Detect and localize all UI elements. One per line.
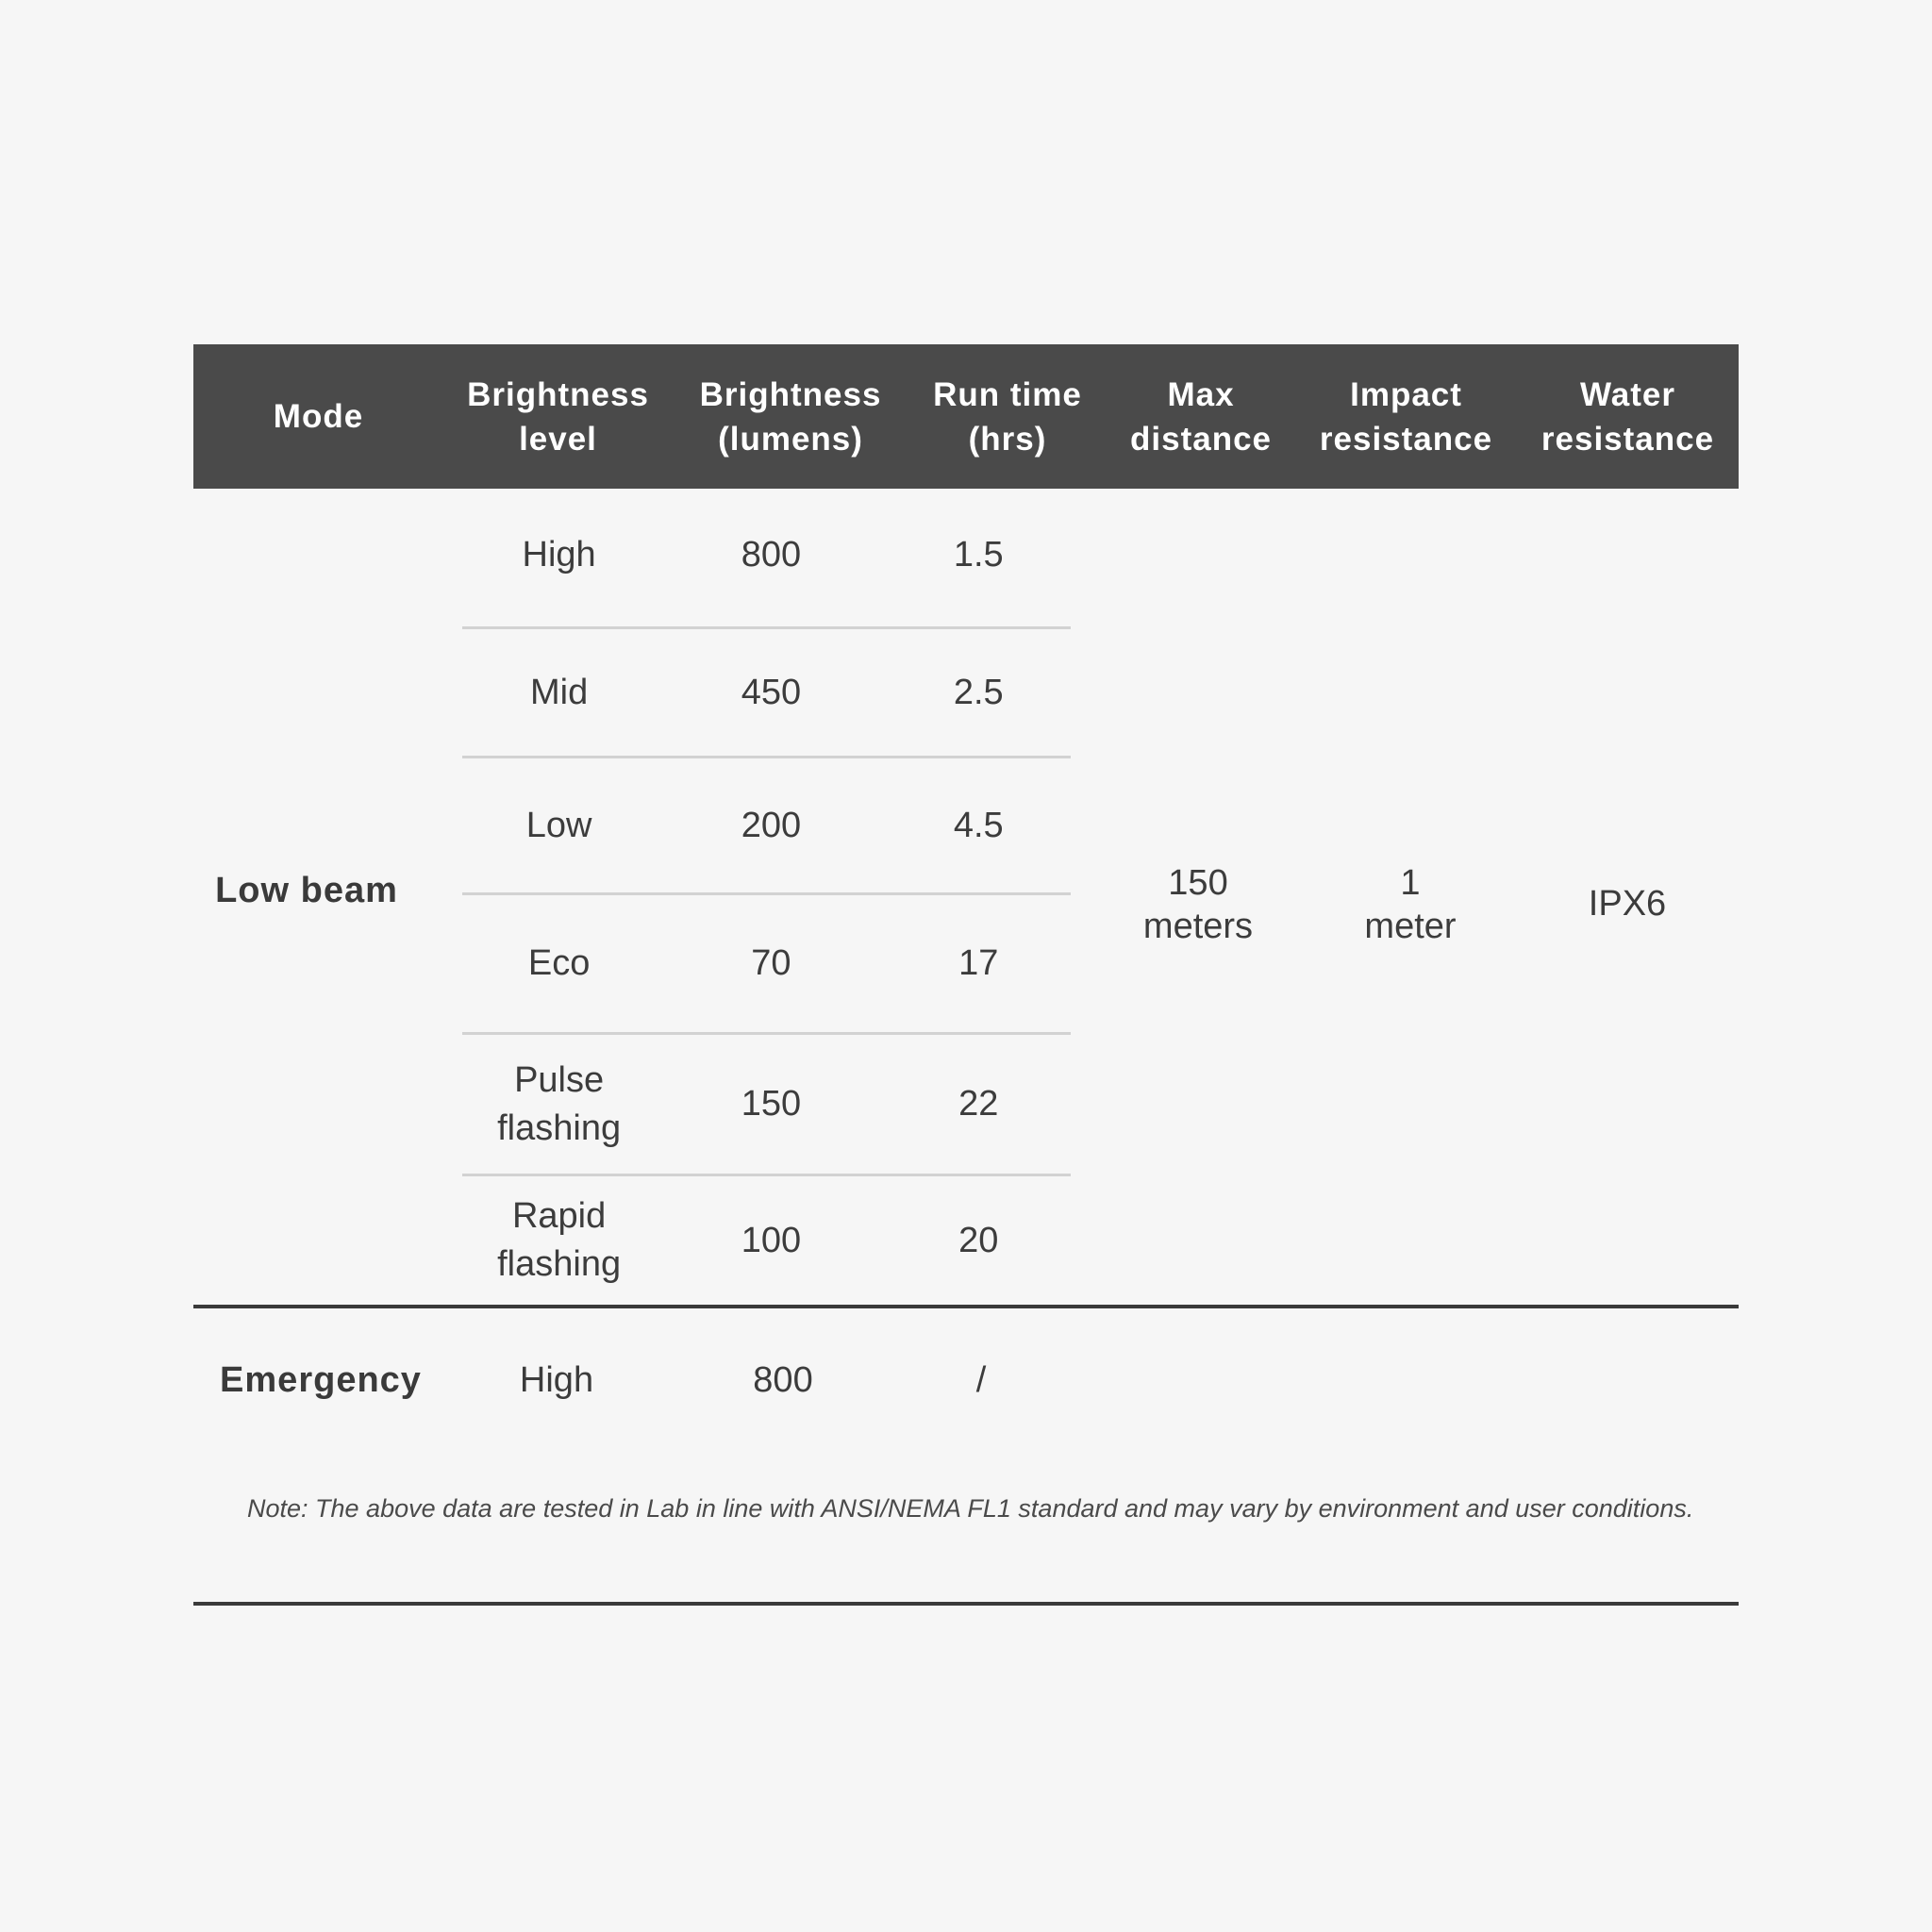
impact-resistance-value: 1 meter bbox=[1364, 863, 1457, 946]
row-level: Low bbox=[525, 805, 592, 845]
row-lumens: 450 bbox=[741, 672, 802, 712]
table-row bbox=[462, 1035, 1071, 1176]
spec-table bbox=[193, 344, 1739, 1455]
row-level: Pulse flashing bbox=[497, 1059, 622, 1148]
row-lumens: 150 bbox=[741, 1084, 802, 1124]
max-distance-value: 150 meters bbox=[1142, 863, 1254, 946]
row-level: High bbox=[522, 534, 596, 575]
header-impact-resistance: Impact resistance bbox=[1319, 375, 1493, 458]
table-body bbox=[193, 489, 1739, 1455]
row-lumens: 70 bbox=[751, 943, 791, 983]
emergency-row bbox=[193, 1307, 1739, 1453]
low-beam-sub-rows bbox=[462, 489, 1071, 1305]
water-resistance-value: IPX6 bbox=[1588, 884, 1667, 924]
row-level: Eco bbox=[527, 943, 591, 983]
header-run-time: Run time (hrs) bbox=[933, 375, 1082, 458]
row-run-time: 20 bbox=[958, 1220, 999, 1260]
row-lumens: 200 bbox=[741, 805, 802, 845]
row-run-time: 1.5 bbox=[953, 534, 1004, 575]
header-water-resistance: Water resistance bbox=[1541, 375, 1715, 458]
table-row bbox=[462, 895, 1071, 1035]
table-bottom-rule bbox=[193, 1602, 1739, 1606]
table-row bbox=[462, 489, 1071, 629]
row-lumens: 800 bbox=[741, 534, 802, 575]
header-max-distance: Max distance bbox=[1130, 375, 1272, 458]
emergency-lumens: 800 bbox=[753, 1359, 813, 1400]
table-row bbox=[462, 629, 1071, 758]
emergency-level: High bbox=[519, 1359, 594, 1400]
emergency-run-time: / bbox=[975, 1359, 987, 1400]
row-lumens: 100 bbox=[741, 1220, 802, 1260]
table-header bbox=[193, 344, 1739, 489]
row-run-time: 2.5 bbox=[953, 672, 1004, 712]
low-beam-group bbox=[193, 489, 1739, 1305]
header-mode: Mode bbox=[273, 398, 364, 435]
row-run-time: 4.5 bbox=[953, 805, 1004, 845]
emergency-mode-label: Emergency bbox=[220, 1359, 422, 1400]
row-run-time: 22 bbox=[958, 1084, 999, 1124]
row-level: Rapid flashing bbox=[497, 1196, 622, 1284]
row-run-time: 17 bbox=[958, 943, 999, 983]
table-row bbox=[462, 758, 1071, 895]
table-row bbox=[462, 1176, 1071, 1305]
row-level: Mid bbox=[530, 672, 589, 712]
header-brightness-lumens: Brightness (lumens) bbox=[699, 375, 882, 458]
header-brightness-level: Brightness level bbox=[467, 375, 649, 458]
footnote: Note: The above data are tested in Lab in line with ANSI/NEMA FL1 standard and may vary by environment and user conditions. bbox=[247, 1494, 1694, 1523]
low-beam-mode-label: Low beam bbox=[215, 871, 398, 910]
